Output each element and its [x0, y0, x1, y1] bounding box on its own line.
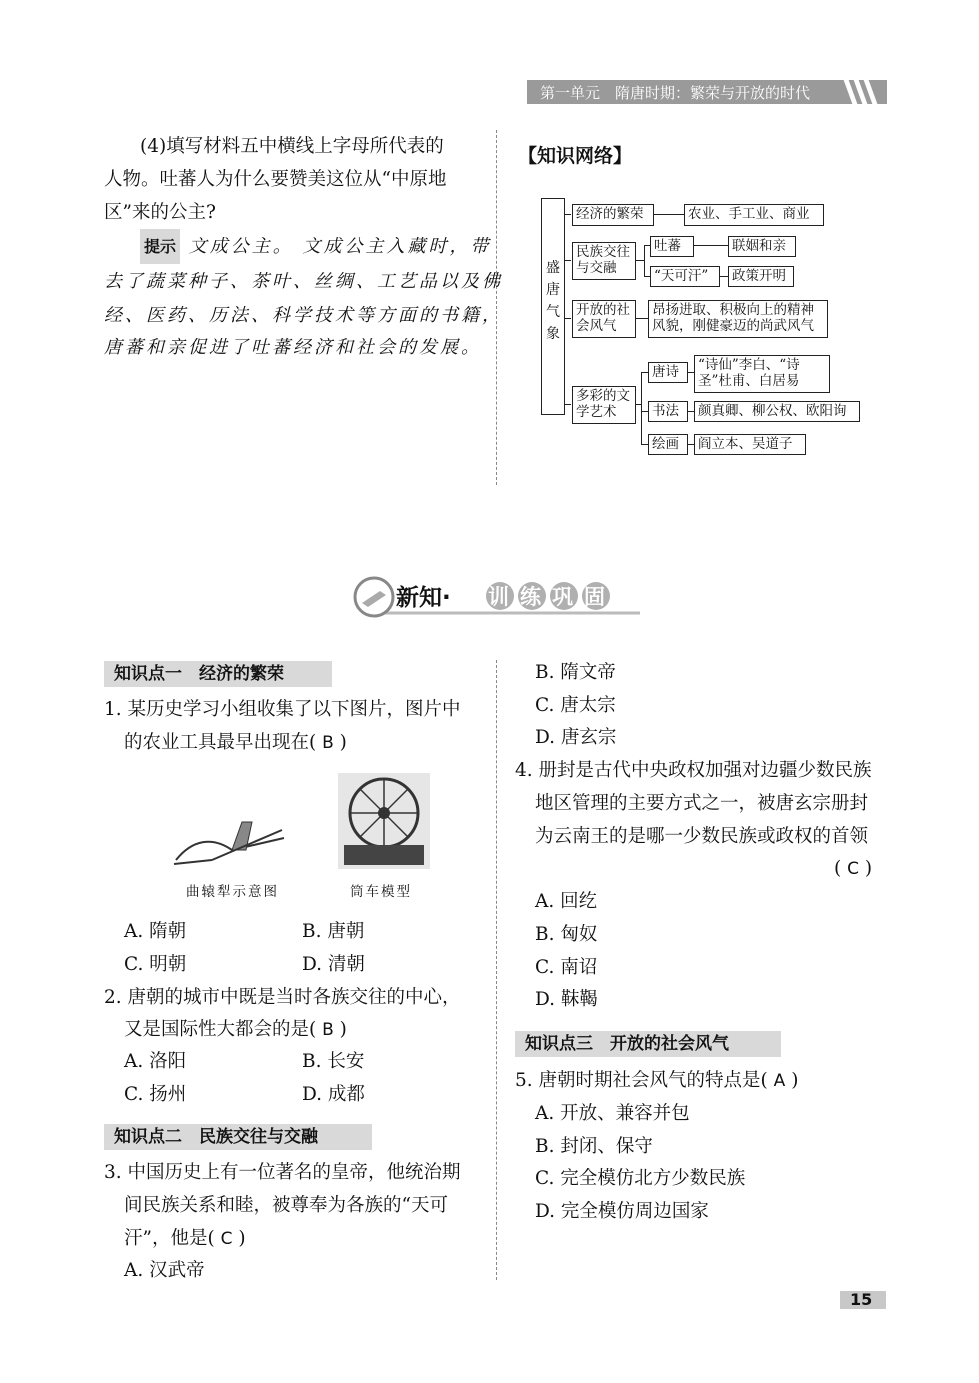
knowledge-point-1: 知识点一 经济的繁荣: [104, 661, 332, 687]
q4-option-c: C. 南诏: [535, 957, 598, 978]
q4-option-b: B. 匈奴: [535, 924, 598, 945]
q3-line1: 3. 中国历史上有一位著名的皇帝，他统治期: [104, 1162, 461, 1183]
hint-line1: [140, 229, 491, 264]
network-poetry: 唐诗: [648, 362, 688, 383]
network-tubo: 吐蕃: [650, 236, 694, 257]
q4-option-a: A. 回纥: [535, 891, 598, 912]
q2-answer: B: [322, 1020, 334, 1040]
section-banner: [352, 575, 642, 620]
question-4-line2: 人物。吐蕃人为什么要赞美这位从“中原地: [104, 169, 447, 190]
q3-option-b: B. 隋文帝: [535, 662, 616, 683]
q5-line1: 5. 唐朝时期社会风气的特点是( A ): [515, 1070, 799, 1091]
image2-caption: 筒车模型: [350, 884, 412, 900]
q3-option-d: D. 唐玄宗: [535, 727, 617, 748]
network-ethnic: 民族交往 与交融: [572, 242, 636, 280]
q1-option-b: B. 唐朝: [302, 921, 365, 942]
q5-option-d: D. 完全模仿周边国家: [535, 1201, 709, 1222]
network-social-detail: 昂扬进取、积极向上的精神 风貌，刚健豪迈的尚武风气: [648, 300, 828, 338]
q5-option-a: A. 开放、兼容并包: [535, 1103, 690, 1124]
q4-line1: 4. 册封是古代中央政权加强对边疆少数民族: [515, 760, 872, 781]
curved-plow-illustration: [172, 800, 292, 872]
q1-line1: 1. 某历史学习小组收集了以下图片，图片中: [104, 699, 461, 720]
network-arts: 多彩的文 学艺术: [572, 386, 636, 424]
network-marriage: 联姻和亲: [728, 236, 796, 257]
question-4-line1: (4)填写材料五中横线上字母所代表的: [140, 136, 444, 157]
hint-line4: 唐蕃和亲促进了吐蕃经济和社会的发展。: [104, 337, 482, 358]
column-divider-bottom: [496, 660, 497, 1280]
q1-answer: B: [322, 733, 334, 753]
hint-line2: 去了蔬菜种子、茶叶、丝绸、工艺品以及佛: [104, 271, 503, 292]
q1-line2: 的农业工具最早出现在( B ): [124, 732, 347, 753]
q2-option-d: D. 成都: [302, 1084, 365, 1105]
q2-line2: 又是国际性大都会的是( B ): [124, 1019, 347, 1040]
network-calligraphy-detail: 颜真卿、柳公权、欧阳询: [694, 401, 860, 422]
banner-left-text: 新知·: [396, 585, 451, 611]
knowledge-point-3: 知识点三 开放的社会风气: [515, 1031, 781, 1057]
page-number: 15: [850, 1290, 873, 1309]
unit-title: 第一单元 隋唐时期：繁荣与开放的时代: [540, 84, 811, 102]
q3-line3: 汗”，他是( C ): [124, 1228, 246, 1249]
hint-line3: 经、医药、历法、科学技术等方面的书籍，: [104, 305, 503, 326]
network-social: 开放的社 会风气: [572, 300, 636, 338]
q4-line2: 地区管理的主要方式之一，被唐玄宗册封: [535, 793, 869, 814]
hint-text: 文成公主。 文成公主入藏时，带: [188, 236, 492, 257]
network-economy: 经济的繁荣: [572, 204, 654, 226]
network-root: 盛唐气象: [541, 198, 565, 415]
q5-option-b: B. 封闭、保守: [535, 1136, 653, 1157]
q4-option-d: D. 靺鞨: [535, 989, 598, 1010]
network-tiankehan: “天可汗”: [650, 266, 720, 287]
q2-line1: 2. 唐朝的城市中既是当时各族交往的中心，: [104, 987, 461, 1008]
q1-option-a: A. 隋朝: [124, 921, 187, 942]
network-poetry-detail: “诗仙”李白、“诗 圣”杜甫、白居易: [694, 355, 830, 393]
q4-line3: 为云南王的是哪一少数民族或政权的首领: [535, 826, 869, 847]
q3-answer: C: [220, 1229, 233, 1249]
hint-label: 提示: [140, 229, 180, 264]
question-4-line3: 区”来的公主?: [104, 202, 216, 223]
q2-option-c: C. 扬州: [124, 1084, 187, 1105]
network-painting-detail: 阎立本、吴道子: [694, 434, 806, 455]
q1-option-c: C. 明朝: [124, 954, 187, 975]
network-title: 【知识网络】: [518, 145, 633, 167]
knowledge-point-2: 知识点二 民族交往与交融: [104, 1124, 372, 1150]
tongche-waterwheel-model-photo: [338, 773, 430, 869]
q4-answer-line: ( C ): [834, 858, 873, 879]
q5-answer: A: [773, 1071, 786, 1091]
banner-right-text: 训练巩固: [488, 585, 616, 609]
q3-line2: 间民族关系和睦，被尊奉为各族的“天可: [124, 1195, 448, 1216]
network-economy-detail: 农业、手工业、商业: [684, 204, 824, 226]
q3-option-c: C. 唐太宗: [535, 695, 616, 716]
image1-caption: 曲辕犁示意图: [186, 884, 279, 900]
q3-option-a: A. 汉武帝: [124, 1260, 205, 1281]
q5-option-c: C. 完全模仿北方少数民族: [535, 1168, 746, 1189]
q4-answer: C: [847, 859, 859, 879]
q1-option-d: D. 清朝: [302, 954, 365, 975]
q2-option-a: A. 洛阳: [124, 1051, 187, 1072]
network-open-policy: 政策开明: [728, 266, 794, 287]
q2-option-b: B. 长安: [302, 1051, 365, 1072]
network-painting: 绘画: [648, 434, 688, 455]
network-calligraphy: 书法: [648, 401, 688, 422]
